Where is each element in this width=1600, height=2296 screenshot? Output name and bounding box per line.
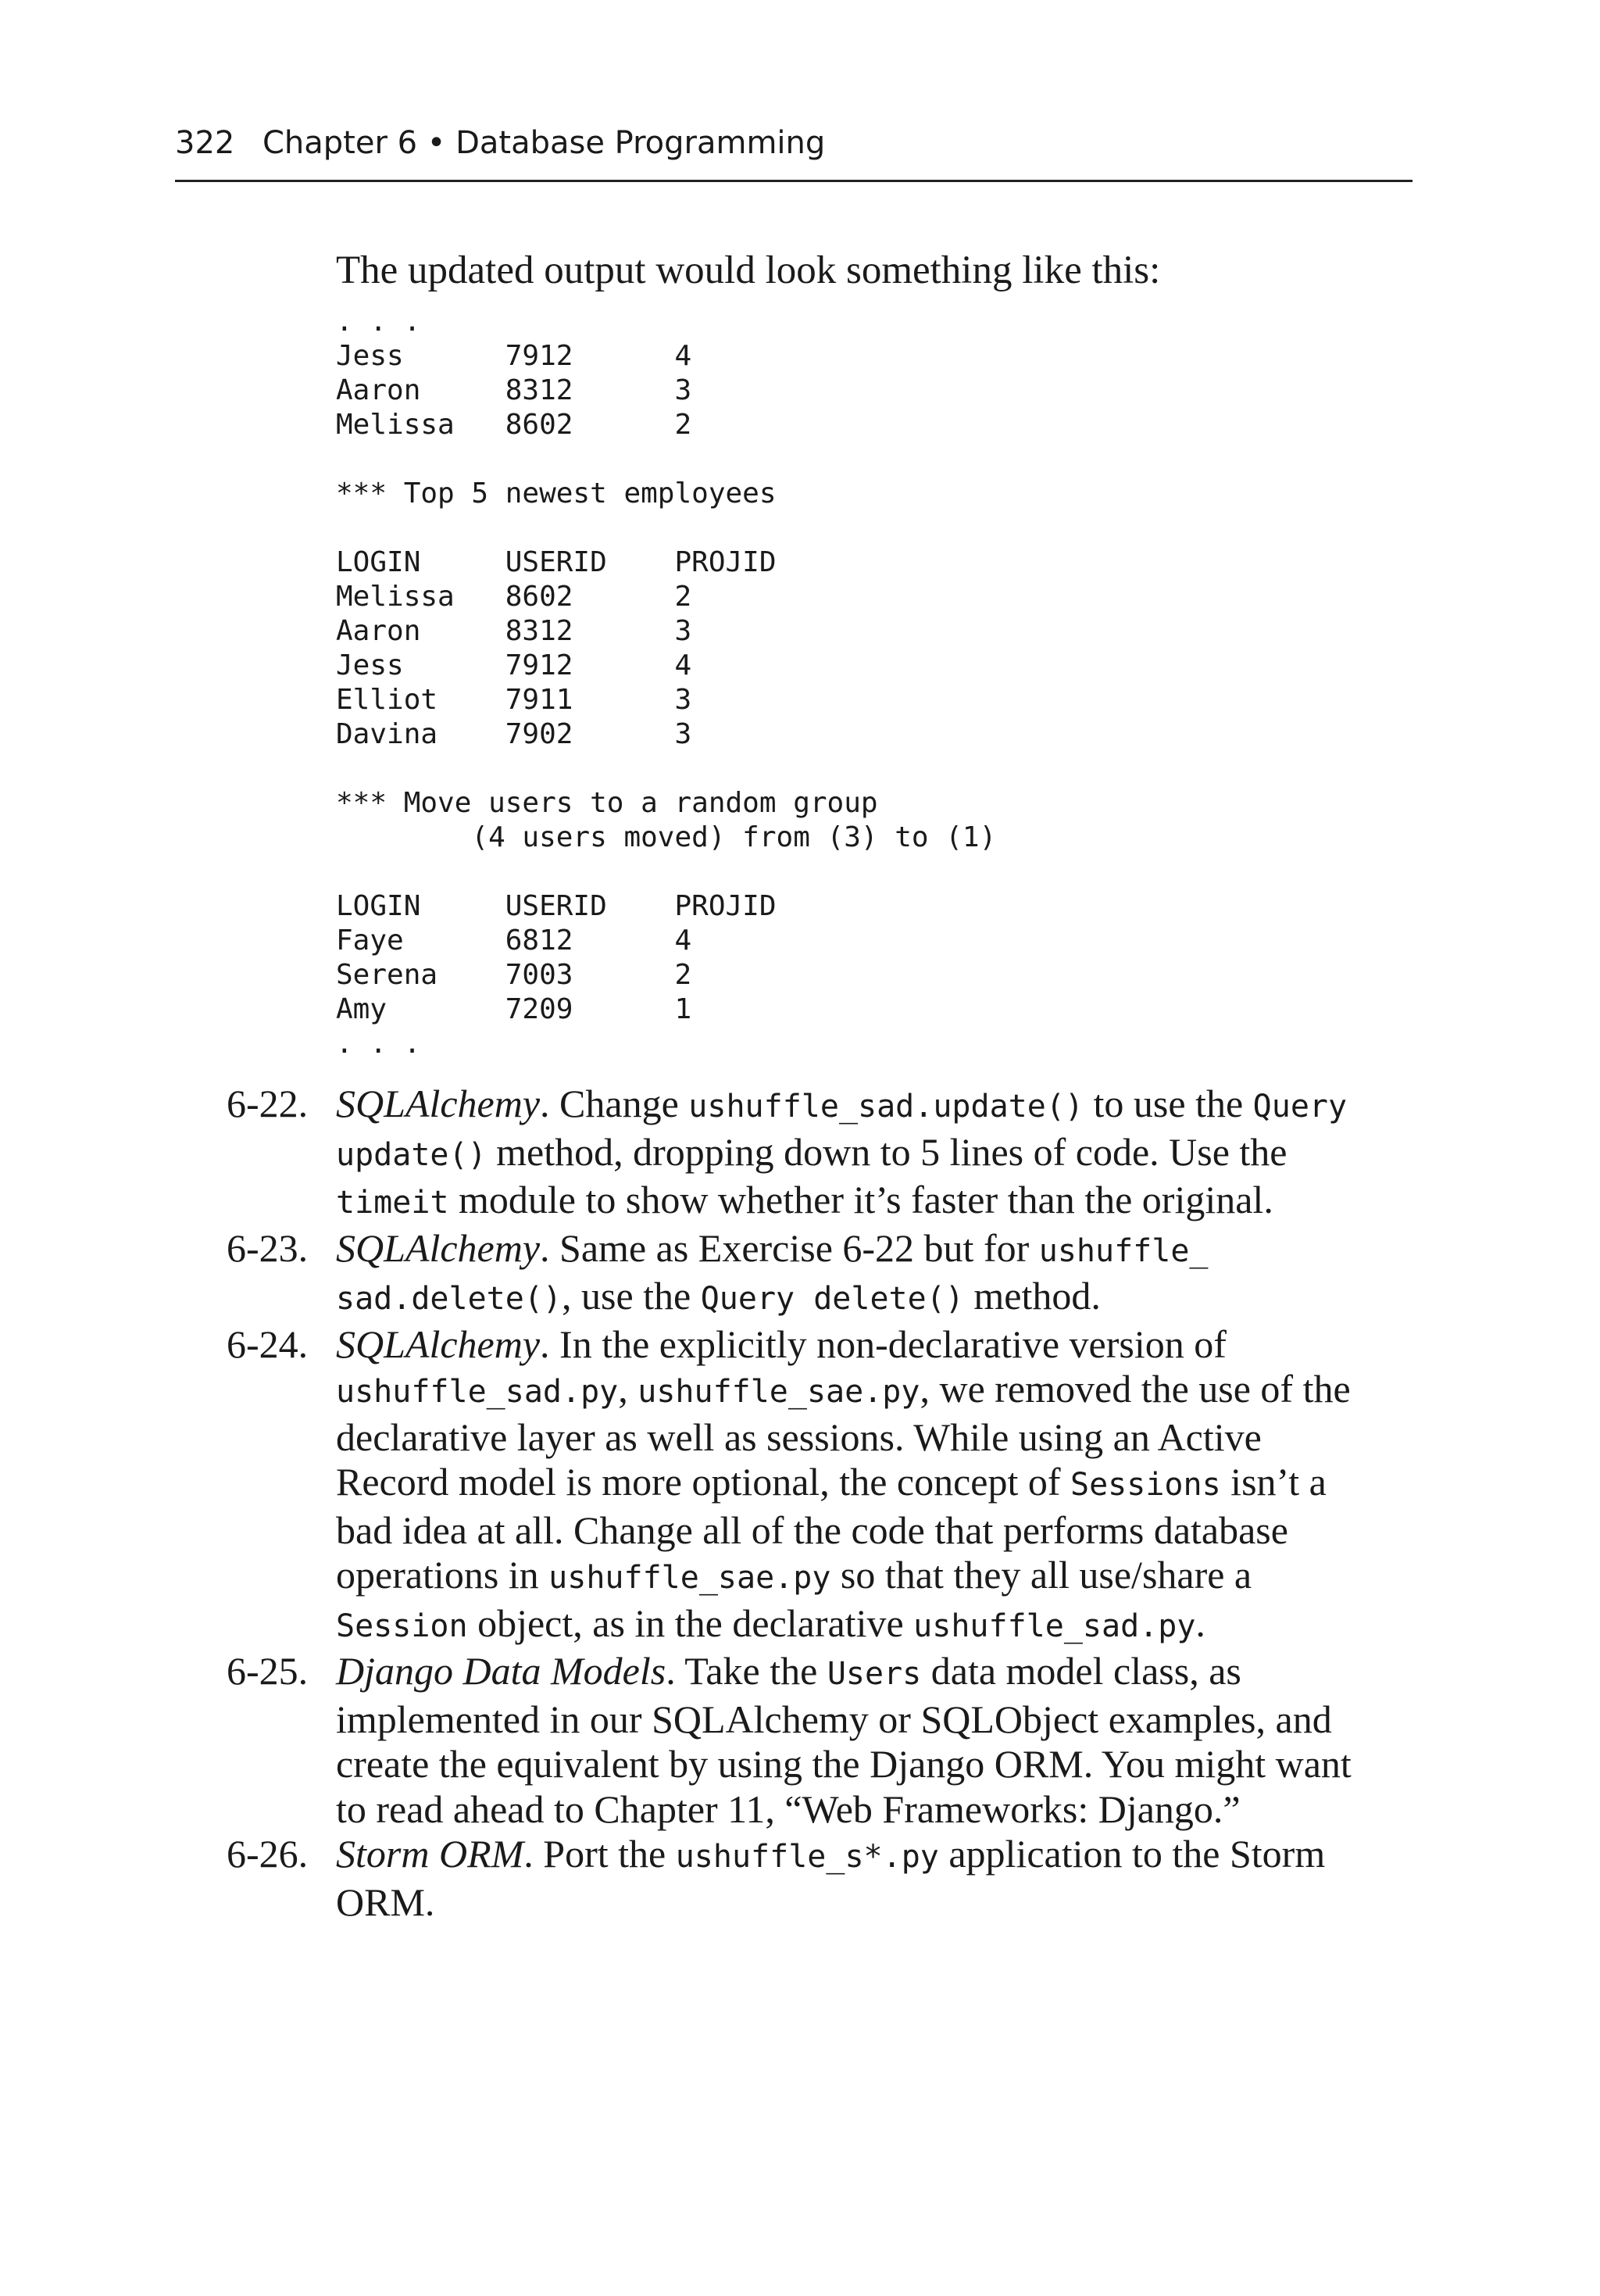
exercise-text: [336, 1832, 1367, 1925]
running-header: [175, 117, 1412, 182]
text-run: . Take the: [666, 1649, 827, 1693]
text-run: to use the: [1084, 1082, 1253, 1125]
text-run: ,: [618, 1367, 638, 1411]
exercise-item: [227, 1832, 1367, 1925]
exercise-number: 6-25.: [227, 1649, 309, 1693]
inline-code: timeit: [336, 1185, 449, 1221]
text-run: application to the Storm ORM.: [336, 1832, 1326, 1924]
inline-code: ushuffle_sae.py: [548, 1560, 831, 1596]
text-run: . Port the: [523, 1832, 676, 1876]
text-run: . Same as Exercise 6-22 but for: [540, 1225, 1039, 1270]
inline-code: ushuffle_sad.py: [913, 1608, 1196, 1644]
exercise-item: [227, 1226, 1367, 1322]
exercise-topic: Django Data Models: [336, 1649, 666, 1693]
text-run: method.: [963, 1274, 1101, 1318]
code-output-block: . . . Jess 7912 4 Aaron 8312 3 Melissa 8602 2 *** Top 5 newest employees LOGIN USERID PROJID Melissa 8602 2 Aaron 8312 3 Jess 7912 4 Elliot 7911 3 Davina 7902 3 *** Move users to a random group (4 users moved) from (3) to (1) LOGIN USERID PROJID Faye 6812 4 Serena 7003 2 Amy 7209 1 . . .: [336, 306, 997, 1060]
inline-code: ushuffle_sae.py: [638, 1374, 920, 1410]
text-run: module to show whether it’s faster than the original.: [448, 1178, 1273, 1221]
inline-code: ushuffle_s*.py: [675, 1839, 939, 1875]
inline-code: ushuffle_ sad.delete(): [336, 1232, 1209, 1317]
inline-code: Query delete(): [700, 1281, 964, 1317]
exercise-item: [227, 1322, 1367, 1650]
inline-code: ushuffle_sad.update(): [688, 1089, 1084, 1125]
exercise-number: 6-26.: [227, 1832, 309, 1876]
exercise-text: [336, 1649, 1367, 1832]
text-run: , use the: [561, 1274, 701, 1318]
text-run: . Change: [540, 1082, 689, 1125]
text-run: method, dropping down to 5 lines of code. Use the: [486, 1129, 1288, 1174]
page-number: 322: [175, 125, 235, 161]
text-run: . In the explicitly non-declarative version of: [540, 1321, 1227, 1366]
text-run: isn’t a bad idea at all. Change all of the code that performs database operations in: [336, 1460, 1327, 1597]
text-run: so that they all use/share a: [830, 1553, 1252, 1597]
inline-code: Sessions: [1070, 1467, 1221, 1503]
exercise-number: 6-22.: [227, 1082, 309, 1125]
text-run: data model class, as implemented in our SQLAlchemy or SQLObject examples, and create the equivalent by using the Django ORM. You might want to read ahead to Chapter 11, “Web Frameworks: Django.”: [336, 1649, 1352, 1831]
text-run: , we removed the use of the declarative layer as well as sessions. While using an Active Record model is more optional, the concept of: [336, 1367, 1351, 1504]
exercise-topic: SQLAlchemy: [336, 1225, 541, 1270]
inline-code: Query update(): [336, 1089, 1348, 1173]
inline-code: Users: [827, 1656, 922, 1692]
chapter-title: Chapter 6 • Database Programming: [262, 125, 826, 161]
text-run: object, as in the declarative: [467, 1600, 914, 1645]
exercise-number: 6-24.: [227, 1321, 309, 1366]
intro-paragraph: The updated output would look something like this:: [336, 249, 1161, 292]
inline-code: Session: [336, 1608, 468, 1644]
inline-code: ushuffle_sad.py: [336, 1374, 619, 1410]
exercise-text: [336, 1082, 1367, 1226]
exercise-text: [336, 1322, 1367, 1650]
text-run: .: [1195, 1600, 1205, 1645]
exercise-item: [227, 1649, 1367, 1832]
exercise-topic: SQLAlchemy: [336, 1321, 541, 1366]
exercise-item: [227, 1082, 1367, 1226]
exercise-topic: Storm ORM: [336, 1832, 524, 1876]
exercise-text: [336, 1226, 1367, 1322]
exercise-list: [227, 1082, 1367, 1925]
exercise-number: 6-23.: [227, 1225, 309, 1270]
exercise-topic: SQLAlchemy: [336, 1082, 541, 1125]
